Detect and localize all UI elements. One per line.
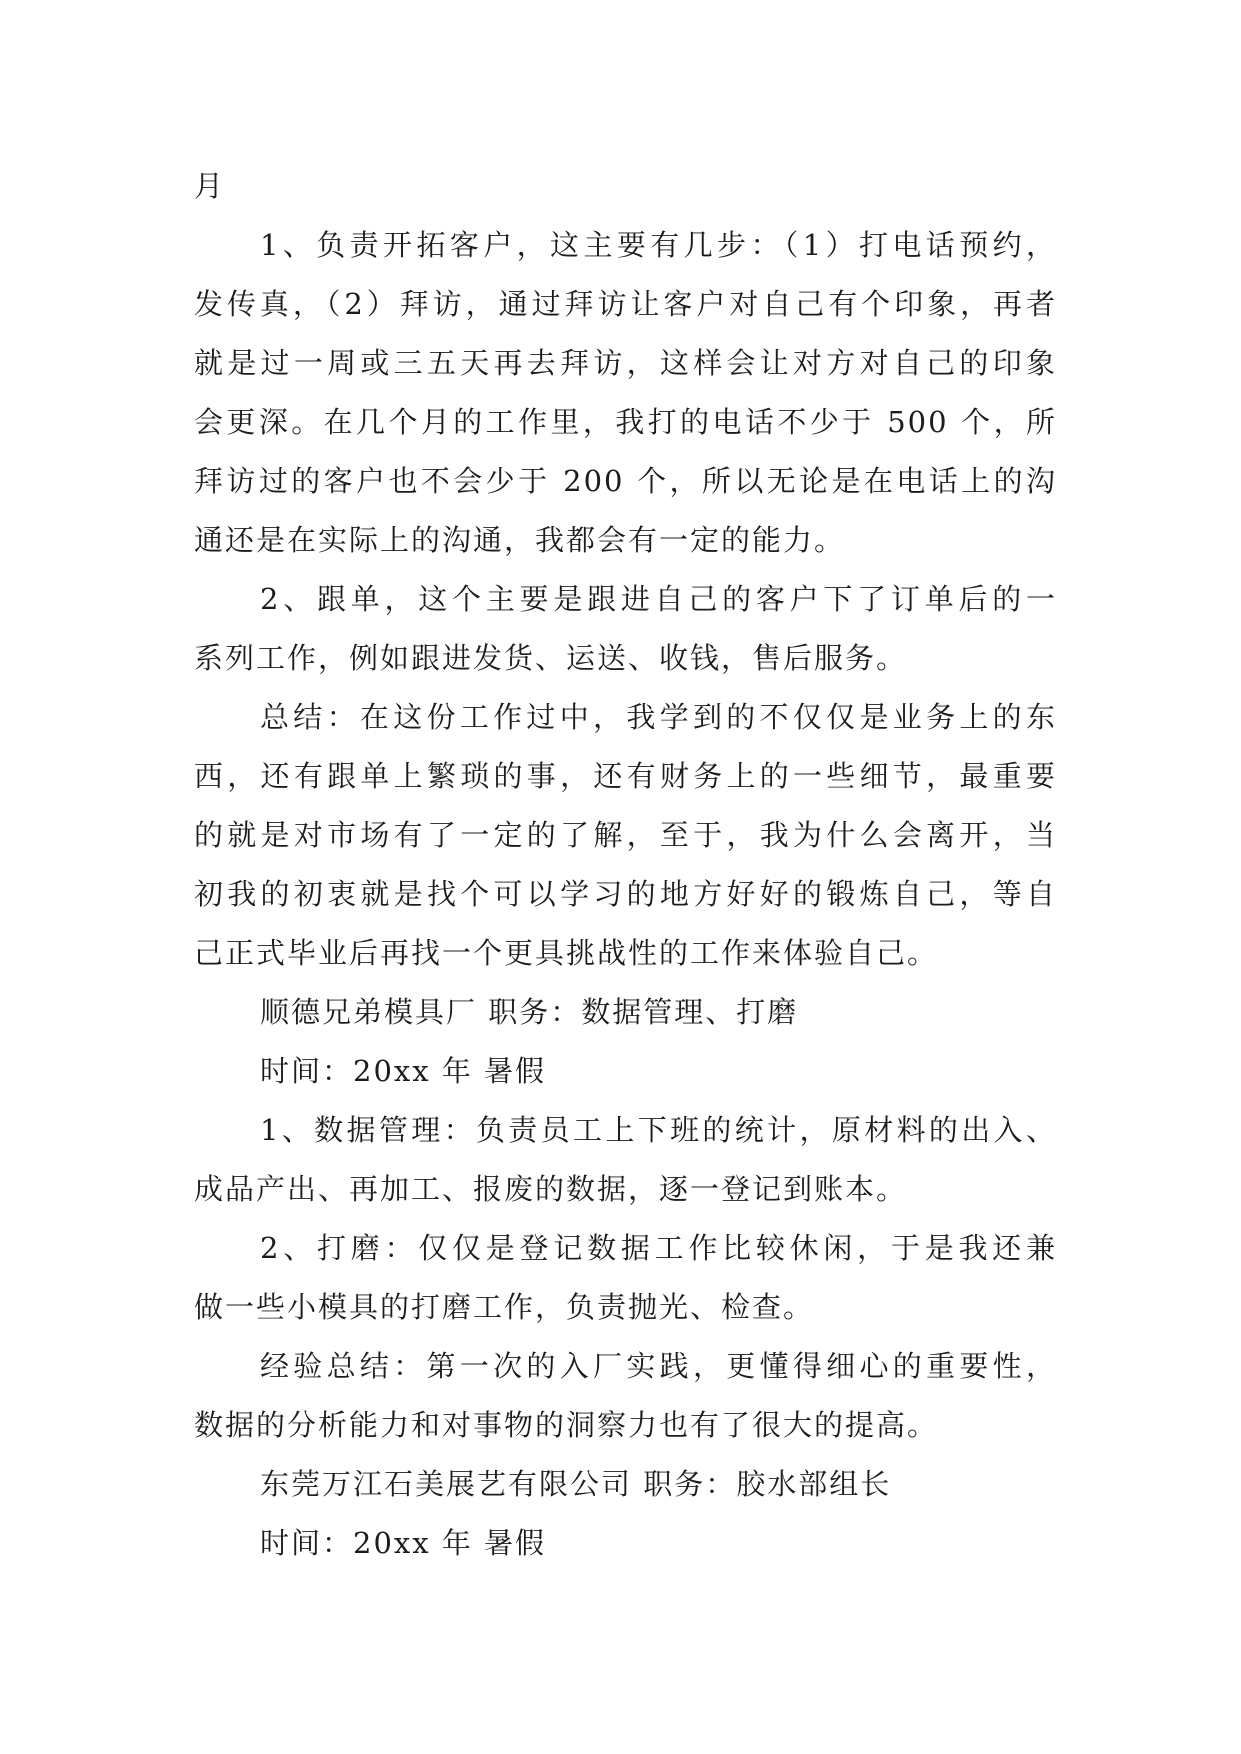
text-line: 系列工作，例如跟进发货、运送、收钱，售后服务。 — [194, 641, 908, 675]
text-line: 会更深。在几个月的工作里，我打的电话不少于 500 个，所 — [194, 405, 1057, 439]
job-heading-dongguan — [194, 1455, 1057, 1514]
paragraph-continuation — [194, 157, 1057, 216]
text-line: 初我的初衷就是找个可以学习的地方好好的锻炼自己，等自 — [194, 877, 1057, 911]
text-line: 经验总结：第一次的入厂实践，更懂得细心的重要性， — [260, 1349, 1057, 1383]
document-body — [194, 157, 1057, 1573]
text-line: 的就是对市场有了一定的了解，至于，我为什么会离开，当 — [194, 818, 1057, 852]
text-line: 时间：20xx 年 暑假 — [260, 1054, 547, 1088]
text-line: 顺德兄弟模具厂 职务：数据管理、打磨 — [260, 995, 799, 1029]
job-heading-shunde — [194, 983, 1057, 1042]
job-time-dongguan — [194, 1514, 1057, 1573]
job-time-shunde — [194, 1042, 1057, 1101]
paragraph-data-management — [194, 1101, 1057, 1219]
text-line: 就是过一周或三五天再去拜访，这样会让对方对自己的印象 — [194, 346, 1057, 380]
paragraph-polishing — [194, 1219, 1057, 1337]
paragraph-experience-summary — [194, 1337, 1057, 1455]
text-line: 总结：在这份工作过中，我学到的不仅仅是业务上的东 — [260, 700, 1057, 734]
text-line: 己正式毕业后再找一个更具挑战性的工作来体验自己。 — [194, 936, 939, 970]
paragraph-summary — [194, 688, 1057, 983]
text-line: 月 — [194, 169, 226, 203]
text-line: 成品产出、再加工、报废的数据，逐一登记到账本。 — [194, 1172, 908, 1206]
text-line: 时间：20xx 年 暑假 — [260, 1526, 547, 1560]
text-line: 东莞万江石美展艺有限公司 职务：胶水部组长 — [260, 1467, 892, 1501]
text-line: 做一些小模具的打磨工作，负责抛光、检查。 — [194, 1290, 815, 1324]
paragraph-client-development — [194, 216, 1057, 570]
text-line: 2、跟单，这个主要是跟进自己的客户下了订单后的一 — [260, 582, 1057, 616]
text-line: 2、打磨：仅仅是登记数据工作比较休闲，于是我还兼 — [260, 1231, 1057, 1265]
text-line: 1、负责开拓客户，这主要有几步：（1）打电话预约， — [260, 228, 1057, 262]
text-line: 数据的分析能力和对事物的洞察力也有了很大的提高。 — [194, 1408, 939, 1442]
text-line: 拜访过的客户也不会少于 200 个，所以无论是在电话上的沟 — [194, 464, 1057, 498]
text-line: 发传真，（2）拜访，通过拜访让客户对自己有个印象，再者 — [194, 287, 1057, 321]
paragraph-order-follow-up — [194, 570, 1057, 688]
text-line: 通还是在实际上的沟通，我都会有一定的能力。 — [194, 523, 846, 557]
text-line: 西，还有跟单上繁琐的事，还有财务上的一些细节，最重要 — [194, 759, 1057, 793]
text-line: 1、数据管理：负责员工上下班的统计，原材料的出入、 — [260, 1113, 1057, 1147]
